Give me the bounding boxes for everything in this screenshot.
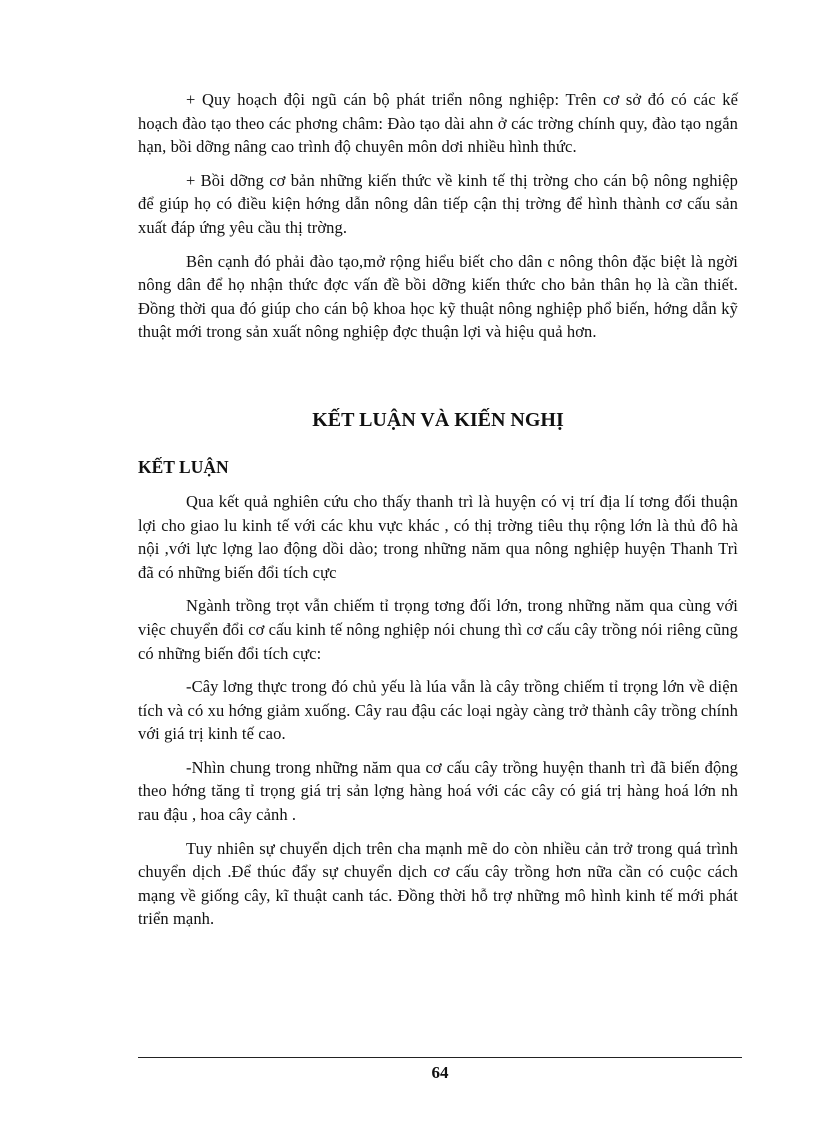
paragraph-food-crops: -Cây lơng thực trong đó chủ yếu là lúa vẫn là cây trồng chiếm tỉ trọng lớn về diện tích và có xu hớng giảm xuống. Cây rau đậu các loại ngày càng trở thành cây trồng chính với giá trị kinh tế cao. bbox=[138, 677, 738, 744]
footer-divider bbox=[138, 1057, 742, 1058]
section-spacer bbox=[138, 354, 738, 406]
subsection-heading: KẾT LUẬN bbox=[138, 456, 229, 477]
paragraph-crop-structure: Ngành trồng trọt vẫn chiếm tỉ trọng tơng đối lớn, trong những năm qua cùng với việc chuyển đổi cơ cấu kinh tế nông nghiệp nói chung thì cơ cấu cây trồng nói riêng cũng có những biến đổi tích cực: bbox=[138, 596, 738, 663]
paragraph-rural-education: Bên cạnh đó phải đào tạo,mở rộng hiểu biết cho dân c nông thôn đặc biệt là ngời nông dân để họ nhận thức đợc vấn đề bồi dỡng kiến thức cho bản thân họ là cần thiết. Đồng thời qua đó giúp cho cán bộ khoa học kỹ thuật nông nghiệp phổ biến, hớng dẫn kỹ thuật mới trong sản xuất nông nghiệp đợc thuận lợi và hiệu quả hơn. bbox=[138, 251, 738, 342]
paragraph-research-results: Qua kết quả nghiên cứu cho thấy thanh trì là huyện có vị trí địa lí tơng đối thuận lợi cho giao lu kinh tế với các khu vực khác , có thị trờng tiêu thụ rộng lớn là thủ đô hà nội ,với lực lợng lao động dồi dào; trong những năm qua nông nghiệp huyện Thanh Trì đã có những biến đổi tích cực bbox=[138, 491, 738, 582]
paragraph-market-training: + Bồi dỡng cơ bản những kiến thức về kinh tế thị trờng cho cán bộ nông nghiệp để giúp họ có điều kiện hớng dẫn nông dân tiếp cận thị trờng để hình thành cơ cấu sản xuất đáp ứng yêu cầu thị trờng. bbox=[138, 170, 738, 237]
paragraph-cadre-planning: + Quy hoạch đội ngũ cán bộ phát triển nông nghiệp: Trên cơ sở đó có các kế hoạch đào tạo theo các phơng châm: Đào tạo dài ahn ở các trờng chính quy, đào tạo ngắn hạn, bồi dỡng nâng cao trình độ chuyên môn dơi nhiều hình thức. bbox=[138, 90, 738, 157]
paragraph-overall-trend: -Nhìn chung trong những năm qua cơ cấu cây trồng huyện thanh trì đã biến động theo hớng tăng tỉ trọng giá trị sản lợng hàng hoá với các cây có giá trị hàng hoá lớn nh rau đậu , hoa cây cảnh . bbox=[138, 757, 738, 825]
section-heading: KẾT LUẬN VÀ KIẾN NGHỊ bbox=[312, 408, 564, 431]
paragraph-limitations: Tuy nhiên sự chuyển dịch trên cha mạnh mẽ do còn nhiều cản trở trong quá trình chuyển dịch .Để thúc đẩy sự chuyển dịch cơ cấu cây trồng hơn nữa cần có cuộc cách mạng về giống cây, kĩ thuật canh tác. Đồng thời hỗ trợ những mô hình kinh tế mới phát triển mạnh. bbox=[138, 838, 738, 929]
page-number: 64 bbox=[431, 1063, 449, 1082]
document-body bbox=[138, 88, 738, 941]
